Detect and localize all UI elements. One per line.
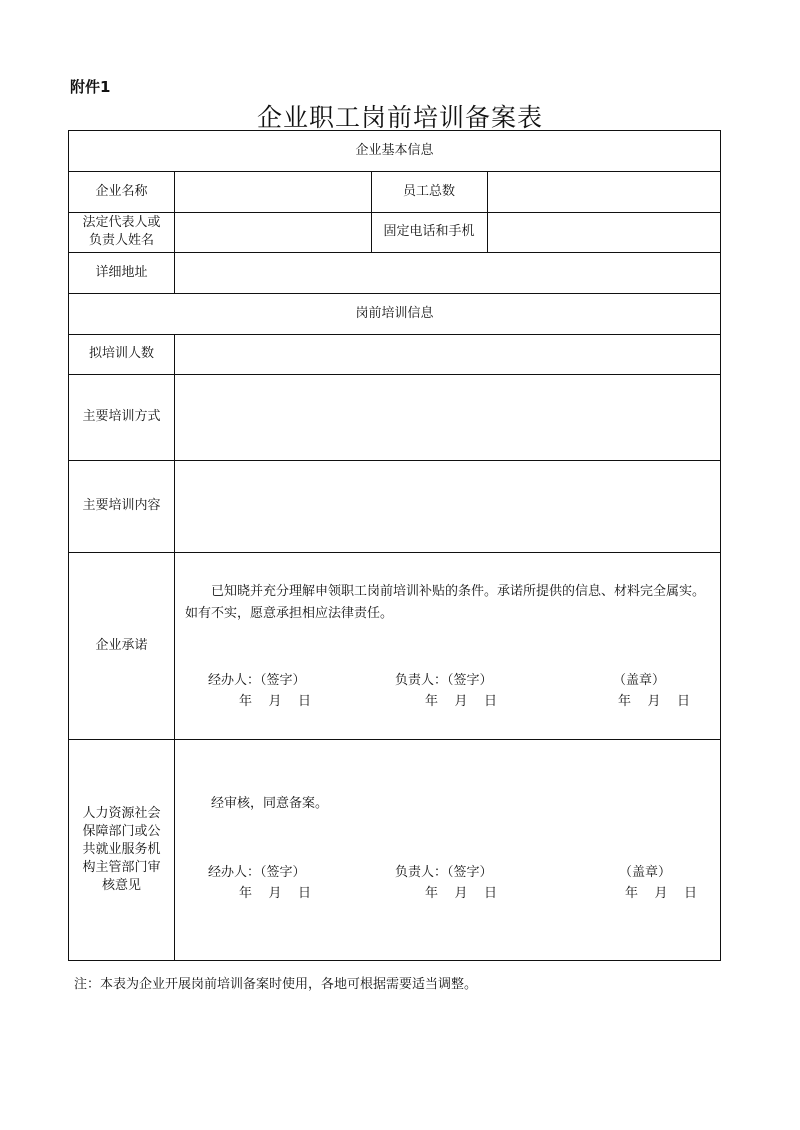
planned-trainees-label: 拟培训人数 [88,346,154,361]
footnote: 注：本表为企业开展岗前培训备案时使用，各地可根据需要适当调整。 [74,977,478,992]
review-responsible-signature: 负责人：（签字） [395,865,493,880]
company-name-label: 企业名称 [95,183,148,199]
training-content-field[interactable] [175,461,720,552]
legal-rep-label-line1: 法定代表人或 [82,215,161,230]
training-method-field[interactable] [175,375,720,460]
review-handler-signature: 经办人：（签字） [208,865,306,880]
commitment-label: 企业承诺 [95,637,148,653]
legal-rep-label [69,212,174,252]
legal-rep-label-line2: 负责人姓名 [88,233,154,248]
review-responsible-date: 年 月 日 [425,886,498,901]
phone-label: 固定电话和手机 [383,224,475,239]
employee-total-label: 员工总数 [402,183,455,199]
address-field[interactable] [175,253,720,293]
training-method-label: 主要培训方式 [82,409,161,424]
section-basic-info: 企业基本信息 [355,143,434,158]
employee-total-field[interactable] [488,172,720,212]
review-label-line2: 保障部门或公 [82,824,161,839]
commitment-statement: 已知晓并充分理解申领职工岗前培训补贴的条件。承诺所提供的信息、材料完全属实。如有不实，愿意承担相应法律责任。 [185,584,706,621]
review-seal: （盖章） [619,865,672,880]
review-opinion-label [69,739,174,961]
phone-field[interactable] [488,213,720,252]
review-label-line5: 核意见 [101,878,141,893]
training-content-label: 主要培训内容 [82,498,161,513]
review-statement: 经审核，同意备案。 [211,796,329,811]
review-label-line4: 构主管部门审 [82,860,161,875]
attachment-label: 附件1 [70,78,111,96]
commitment-handler-date: 年 月 日 [239,694,312,709]
commitment-responsible-signature: 负责人：（签字） [395,673,493,688]
company-name-field[interactable] [175,172,371,212]
commitment-seal-date: 年 月 日 [618,694,691,709]
commitment-handler-signature: 经办人：（签字） [208,673,306,688]
commitment-responsible-date: 年 月 日 [425,694,498,709]
form-title: 企业职工岗前培训备案表 [256,103,543,132]
review-label-line3: 共就业服务机 [82,842,161,857]
address-label: 详细地址 [95,264,148,280]
filing-form-table [68,130,721,961]
commitment-seal: （盖章） [613,673,666,688]
legal-rep-field[interactable] [175,213,371,252]
section-training-info: 岗前培训信息 [355,305,434,321]
planned-trainees-field[interactable] [175,335,720,374]
review-label-line1: 人力资源社会 [82,806,161,821]
review-handler-date: 年 月 日 [239,886,312,901]
review-seal-date: 年 月 日 [625,886,698,901]
